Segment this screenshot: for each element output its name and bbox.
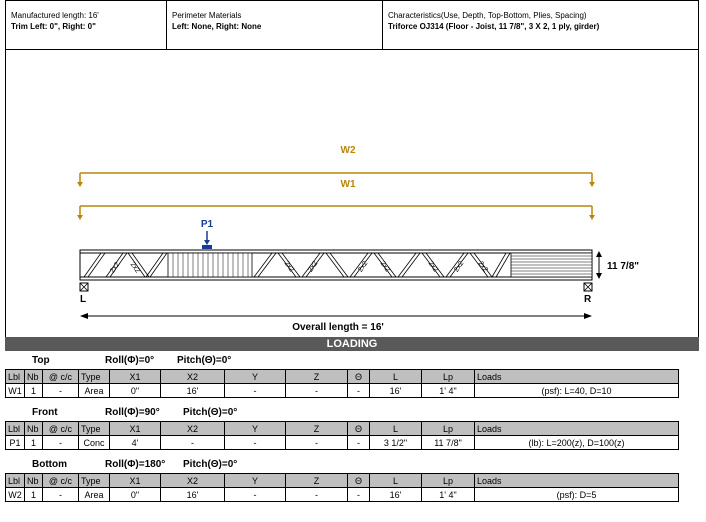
- depth-label: 11 7/8": [607, 261, 639, 272]
- table-cell: 3 1/2": [370, 436, 422, 450]
- web-label: 2x2: [357, 260, 370, 274]
- overall-right-arrow-icon: [584, 313, 592, 319]
- table-cell: 1' 4": [422, 488, 475, 502]
- section-pitch: Pitch(Θ)=0°: [183, 407, 238, 418]
- section-roll: Roll(Φ)=0°: [105, 355, 155, 366]
- solid-block-left: [168, 253, 252, 277]
- perimeter-materials-label: Perimeter Materials: [172, 11, 242, 20]
- table-row: [6, 384, 679, 398]
- section-pitch: Pitch(Θ)=0°: [177, 355, 232, 366]
- section-top-heading: [5, 353, 699, 369]
- table-cell: X2: [161, 370, 225, 384]
- support-right-label: R: [584, 294, 592, 305]
- web-label: 2x2: [476, 260, 489, 274]
- table-cell: Z: [286, 422, 348, 436]
- table-cell: L: [370, 370, 422, 384]
- point-load-arrow-icon: [204, 240, 210, 245]
- section-name: Top: [32, 355, 50, 366]
- table-cell: (psf): L=40, D=10: [475, 384, 679, 398]
- table-cell: Loads: [475, 422, 679, 436]
- load-w1-right-arrow-icon: [589, 182, 595, 187]
- characteristics-label: Characteristics(Use, Depth, Top-Bottom, Plies, Spacing): [388, 11, 587, 20]
- web-label: 2x2: [426, 260, 439, 274]
- overall-left-arrow-icon: [80, 313, 88, 319]
- table-row: [6, 436, 679, 450]
- table-cell: Lp: [422, 474, 475, 488]
- table-cell: -: [161, 436, 225, 450]
- table-header-row: [6, 422, 679, 436]
- table-cell: Nb: [25, 474, 43, 488]
- table-cell: 4': [110, 436, 161, 450]
- table-cell: -: [286, 488, 348, 502]
- table-header-row: [6, 474, 679, 488]
- table-cell: (lb): L=200(z), D=100(z): [475, 436, 679, 450]
- table-cell: 1: [25, 488, 43, 502]
- table-cell: L: [370, 474, 422, 488]
- table-cell: -: [348, 384, 370, 398]
- table-cell: X1: [110, 370, 161, 384]
- table-cell: Lp: [422, 370, 475, 384]
- table-cell: Lbl: [6, 370, 25, 384]
- table-cell: Y: [225, 370, 286, 384]
- table-cell: -: [225, 384, 286, 398]
- front-loads-table: [5, 421, 679, 450]
- table-cell: 0": [110, 384, 161, 398]
- table-cell: X1: [110, 474, 161, 488]
- table-cell: Θ: [348, 474, 370, 488]
- table-cell: Loads: [475, 370, 679, 384]
- table-cell: -: [43, 436, 79, 450]
- table-cell: X2: [161, 422, 225, 436]
- section-roll: Roll(Φ)=180°: [105, 459, 166, 470]
- table-cell: X1: [110, 422, 161, 436]
- manufactured-length-cell: [11, 10, 99, 32]
- table-cell: Lbl: [6, 474, 25, 488]
- solid-block-right: [511, 253, 592, 277]
- header-divider: [166, 1, 167, 49]
- web-label: 2x2: [453, 260, 466, 274]
- characteristics-values: Triforce OJ314 (Floor - Joist, 11 7/8", 3 X 2, 1 ply, girder): [388, 22, 600, 31]
- section-roll: Roll(Φ)=90°: [105, 407, 160, 418]
- table-cell: Nb: [25, 422, 43, 436]
- trim-values: Trim Left: 0", Right: 0": [11, 22, 96, 31]
- point-load-label: P1: [200, 219, 214, 230]
- table-cell: X2: [161, 474, 225, 488]
- table-cell: W1: [6, 384, 25, 398]
- characteristics-cell: [388, 10, 599, 32]
- table-cell: Lbl: [6, 422, 25, 436]
- table-cell: L: [370, 422, 422, 436]
- table-cell: Conc: [79, 436, 110, 450]
- table-cell: Nb: [25, 370, 43, 384]
- table-cell: 11 7/8": [422, 436, 475, 450]
- header-box: [5, 0, 699, 50]
- web-label: 2x2: [378, 260, 391, 274]
- header-divider: [382, 1, 383, 49]
- table-cell: -: [225, 436, 286, 450]
- table-cell: Z: [286, 370, 348, 384]
- table-cell: Y: [225, 474, 286, 488]
- bottom-loads-table: [5, 473, 679, 502]
- table-cell: Θ: [348, 422, 370, 436]
- section-pitch: Pitch(Θ)=0°: [183, 459, 238, 470]
- table-cell: Type: [79, 474, 110, 488]
- table-cell: @ c/c: [43, 370, 79, 384]
- point-load-bearing-plate: [202, 245, 212, 249]
- web-label: 2x2: [282, 260, 295, 274]
- depth-up-arrow-icon: [596, 251, 602, 257]
- load-w1-left-arrow-icon: [77, 182, 83, 187]
- table-cell: 1: [25, 436, 43, 450]
- section-name: Front: [32, 407, 58, 418]
- top-chord: [80, 250, 592, 253]
- webs-left: [84, 253, 167, 277]
- table-cell: 0": [110, 488, 161, 502]
- table-cell: -: [348, 488, 370, 502]
- support-left-label: L: [80, 294, 87, 305]
- table-cell: W2: [6, 488, 25, 502]
- table-cell: P1: [6, 436, 25, 450]
- table-cell: -: [286, 436, 348, 450]
- load-w2-label: W2: [340, 145, 356, 156]
- loading-title: LOADING: [5, 337, 699, 351]
- load-w1-label: W1: [340, 179, 356, 190]
- table-cell: Lp: [422, 422, 475, 436]
- section-front-heading: [5, 405, 699, 421]
- table-cell: Y: [225, 422, 286, 436]
- table-cell: 1' 4": [422, 384, 475, 398]
- load-w2-left-arrow-icon: [77, 215, 83, 220]
- table-cell: Type: [79, 422, 110, 436]
- table-cell: @ c/c: [43, 422, 79, 436]
- table-cell: -: [286, 384, 348, 398]
- table-cell: 1: [25, 384, 43, 398]
- section-name: Bottom: [32, 459, 67, 470]
- truss-drawing-area: [5, 49, 699, 337]
- truss-drawing: [6, 49, 698, 337]
- top-loads-table: [5, 369, 679, 398]
- table-cell: -: [348, 436, 370, 450]
- overall-length-label: Overall length = 16': [292, 322, 384, 333]
- table-cell: 16': [370, 384, 422, 398]
- table-cell: -: [43, 384, 79, 398]
- table-cell: -: [43, 488, 79, 502]
- perimeter-materials-values: Left: None, Right: None: [172, 22, 262, 31]
- table-cell: @ c/c: [43, 474, 79, 488]
- web-label: 2x2: [128, 261, 141, 275]
- table-row: [6, 488, 679, 502]
- table-cell: Area: [79, 488, 110, 502]
- table-cell: 16': [161, 384, 225, 398]
- web-label: 2x2: [109, 261, 122, 275]
- section-bottom-heading: [5, 457, 699, 473]
- table-cell: (psf): D=5: [475, 488, 679, 502]
- table-cell: -: [225, 488, 286, 502]
- table-cell: 16': [370, 488, 422, 502]
- table-cell: Z: [286, 474, 348, 488]
- table-cell: Θ: [348, 370, 370, 384]
- table-header-row: [6, 370, 679, 384]
- manufactured-length: Manufactured length: 16': [11, 11, 99, 20]
- truss: [80, 250, 592, 280]
- load-w2-right-arrow-icon: [589, 215, 595, 220]
- table-cell: Type: [79, 370, 110, 384]
- truss-report-page: [5, 0, 699, 520]
- table-cell: Loads: [475, 474, 679, 488]
- web-label: 2x2: [307, 260, 320, 274]
- bottom-chord: [80, 277, 592, 280]
- depth-down-arrow-icon: [596, 273, 602, 279]
- table-cell: 16': [161, 488, 225, 502]
- perimeter-materials-cell: [172, 10, 261, 32]
- table-cell: Area: [79, 384, 110, 398]
